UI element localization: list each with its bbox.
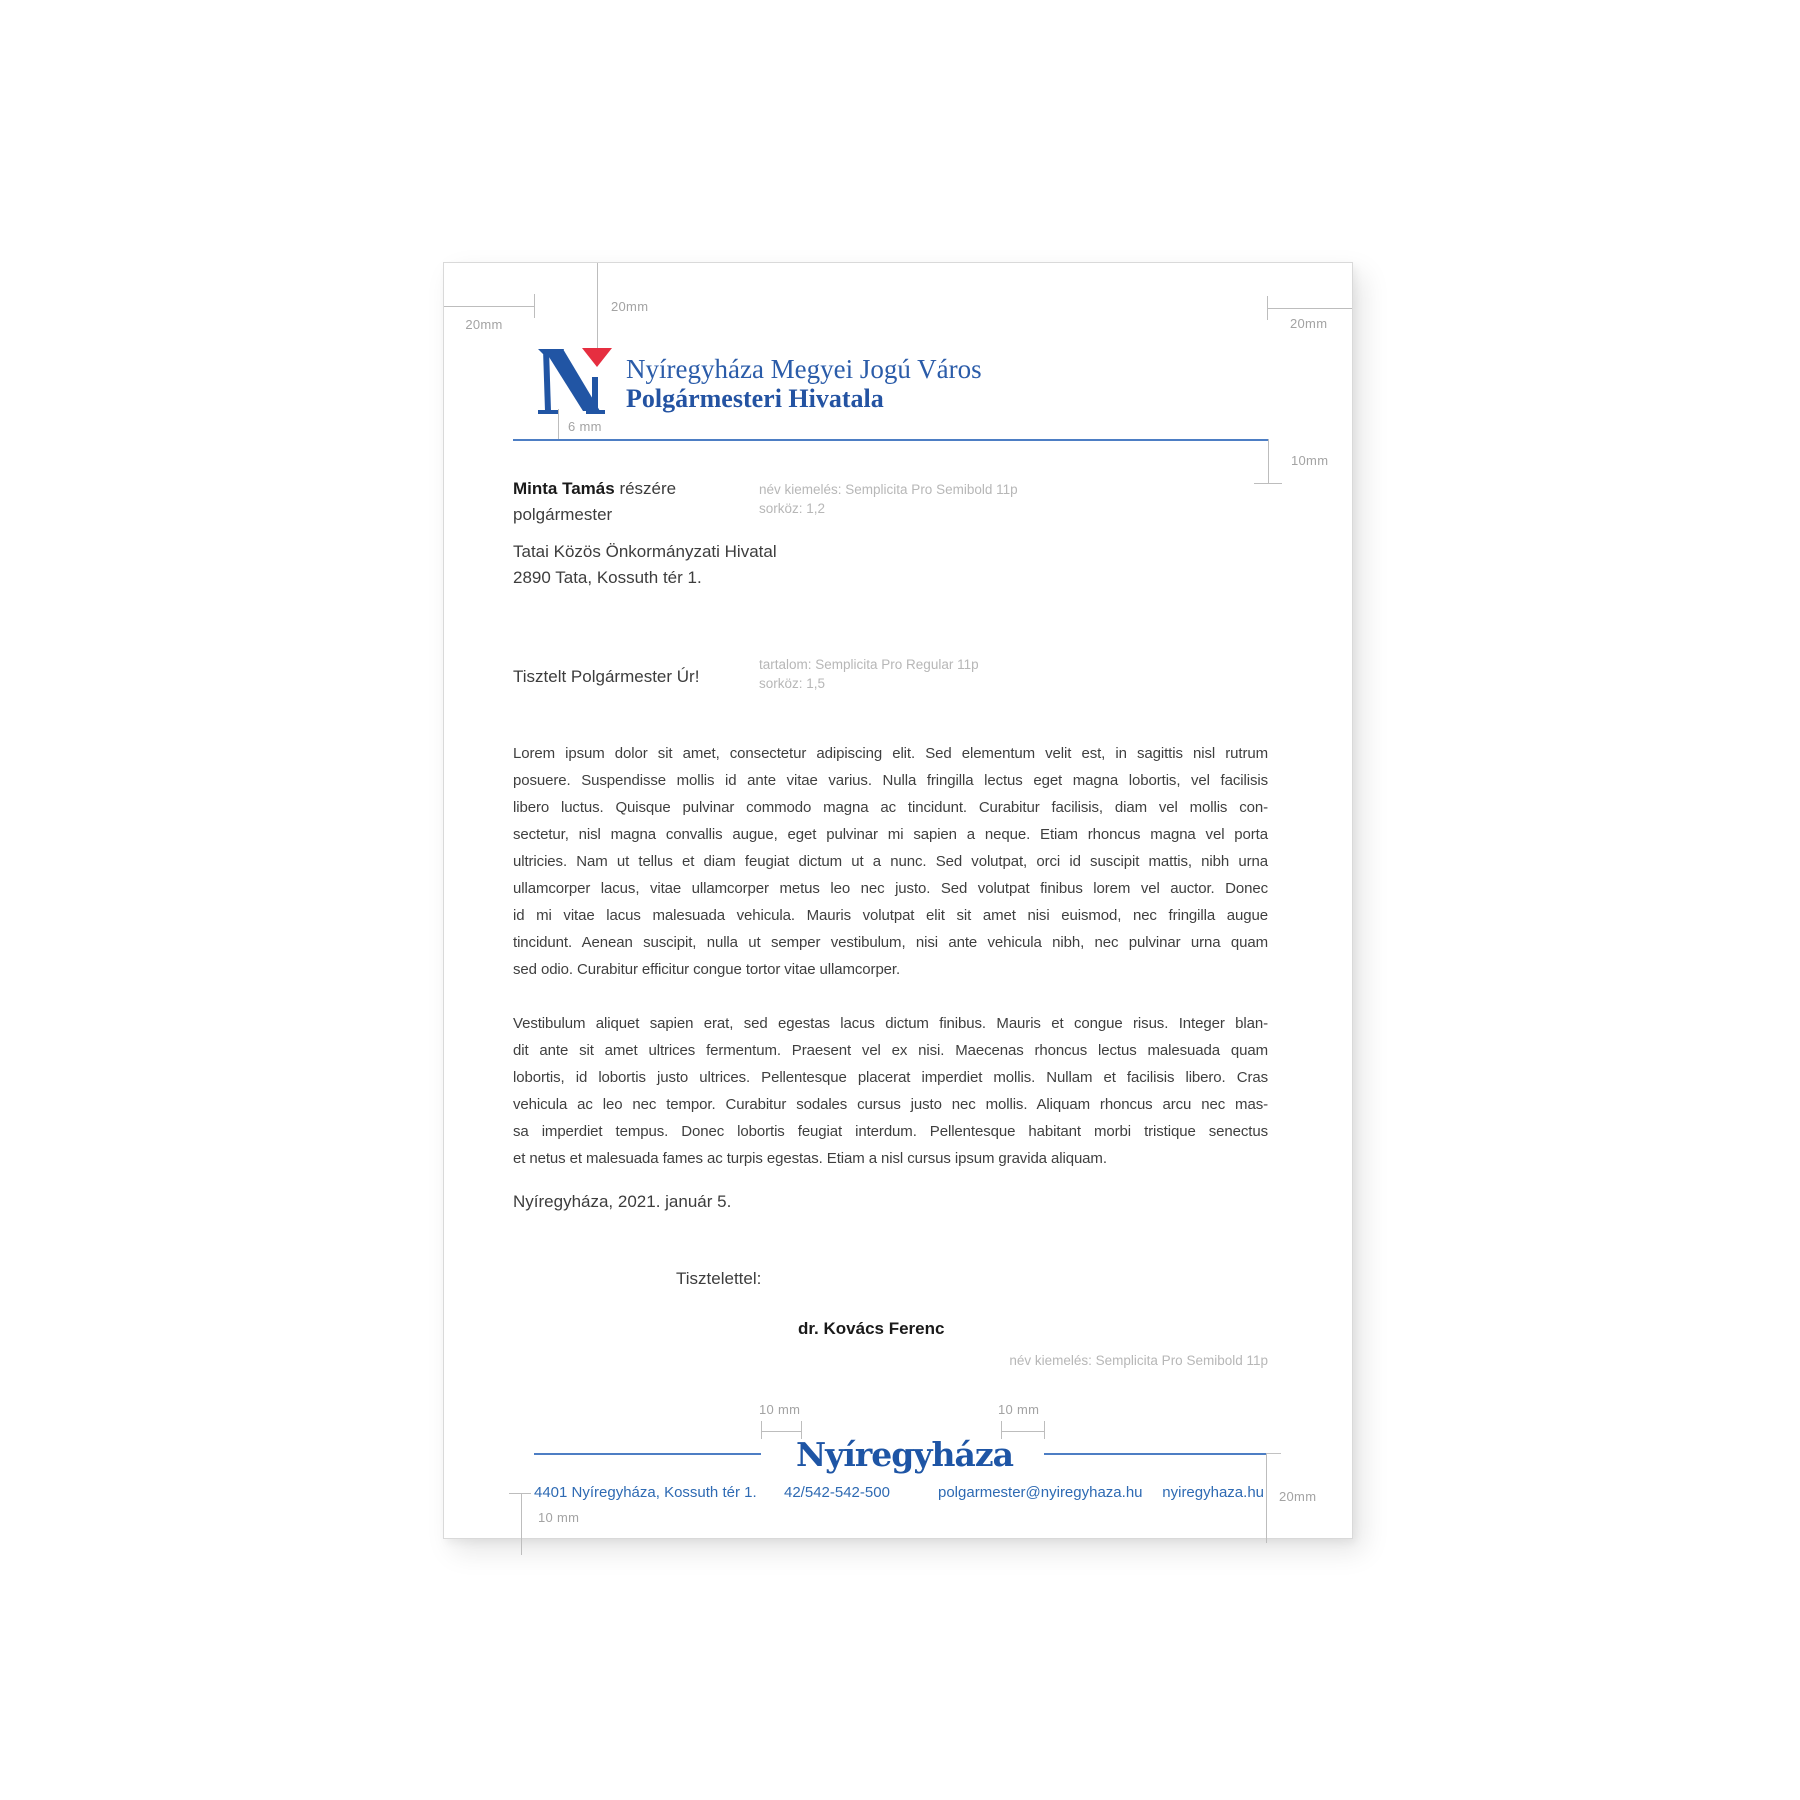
body-text-line: vehicula ac leo nec tempor. Curabitur sodales cursus justo nec mollis. Aliquam rhoncus arcu nec mas-	[513, 1096, 1268, 1113]
body-spec-note	[759, 655, 979, 693]
body-text-line: Vestibulum aliquet sapien erat, sed egestas lacus dictum finibus. Mauris et congue risus. Integer blan-	[513, 1015, 1268, 1032]
body-text-line: ullamcorper lacus, vitae ullamcorper metus leo nec justo. Sed volutpat finibus lorem vel auctor. Donec	[513, 880, 1268, 897]
guide-logo-gap-label: 6 mm	[568, 419, 602, 434]
body-text-line: sectetur, nisl magna convallis augue, eget pulvinar mi sapien a neque. Etiam rhoncus magna vel porta	[513, 826, 1268, 843]
guide-bottom-left-line	[521, 1493, 522, 1555]
letter-page	[443, 262, 1353, 1539]
guide-top-right-tick	[1267, 296, 1268, 320]
footer-rule-left	[534, 1453, 761, 1455]
body-text-line: et netus et malesuada fames ac turpis egestas. Etiam a nisl cursus ipsum gravida aliquam.	[513, 1150, 1107, 1167]
recipient-name-line	[513, 479, 676, 499]
recipient-org: Tatai Közös Önkormányzati Hivatal	[513, 542, 777, 561]
recipient-note-line1: név kiemelés: Semplicita Pro Semibold 11p	[759, 482, 1018, 497]
footer-rule-grey-extension	[1266, 1453, 1281, 1454]
guide-top-right-line	[1267, 308, 1352, 309]
signature-spec-note: név kiemelés: Semplicita Pro Semibold 11p	[1009, 1353, 1268, 1368]
body-text-line: id mi vitae lacus malesuada vehicula. Mauris volutpat elit sit amet nisi euismod, nec fringilla augue	[513, 907, 1268, 924]
guide-bottom-right-line	[1266, 1453, 1267, 1543]
guide-bottom-left-label: 10 mm	[538, 1510, 580, 1525]
footer-address: 4401 Nyíregyháza, Kossuth tér 1.	[534, 1484, 757, 1501]
recipient-address: 2890 Tata, Kossuth tér 1.	[513, 568, 702, 587]
guide-bottom-left-tick	[509, 1493, 531, 1494]
body-text-line: libero luctus. Quisque pulvinar commodo magna ac tincidunt. Curabitur facilisis, diam vel mollis con-	[513, 799, 1268, 816]
closing: Tisztelettel:	[676, 1269, 762, 1288]
recipient-role: polgármester	[513, 505, 613, 524]
body-text-line: sed odio. Curabitur efficitur congue tortor vitae ullamcorper.	[513, 961, 901, 978]
guide-top-left-tick	[534, 294, 535, 318]
footer-right-gap-tick-b	[1044, 1421, 1045, 1439]
guide-logo-gap-tick	[558, 409, 559, 439]
footer-website: nyiregyhaza.hu	[1162, 1484, 1264, 1501]
body-note-line1: tartalom: Semplicita Pro Regular 11p	[759, 657, 979, 672]
guide-header-gap-label: 10mm	[1291, 453, 1329, 468]
recipient-spec-note	[759, 480, 1018, 518]
body-text-line: Lorem ipsum dolor sit amet, consectetur adipiscing elit. Sed elementum velit est, in sagittis nisl rutrum	[513, 745, 1268, 762]
body-text-line: ultricies. Nam ut tellus et diam feugiat dictum ut a nunc. Sed volutpat, orci id suscipit mattis, nibh urna	[513, 853, 1268, 870]
body-text-line: posuere. Suspendisse mollis id ante vitae varius. Nulla fringilla lectus eget magna lobortis, vel facilisis	[513, 772, 1268, 789]
footer-right-gap-label: 10 mm	[998, 1402, 1040, 1417]
body-text-line: tincidunt. Aenean suscipit, nulla ut semper vestibulum, nisi ante vehicula nibh, nec pulvinar urna quam	[513, 934, 1268, 951]
guide-top-left-line	[444, 306, 534, 307]
letter-body	[513, 740, 1268, 1172]
dateline: Nyíregyháza, 2021. január 5.	[513, 1192, 732, 1211]
body-text-line: dit ante sit amet ultrices fermentum. Praesent vel ex nisi. Maecenas rhoncus lectus malesuada quam	[513, 1042, 1268, 1059]
org-name-line2: Polgármesteri Hivatala	[626, 384, 884, 413]
footer-left-gap-tick-a	[761, 1421, 762, 1439]
guide-top-right-label: 20mm	[1290, 316, 1328, 331]
footer-right-gap-line	[1001, 1431, 1044, 1432]
guide-top-left-label: 20mm	[465, 317, 503, 332]
footer-left-gap-line	[761, 1431, 801, 1432]
recipient-name-suffix: részére	[614, 479, 677, 498]
body-note-line2: sorköz: 1,5	[759, 676, 826, 691]
body-paragraph-2	[513, 1010, 1268, 1172]
body-text-line: sa imperdiet tempus. Donec lobortis feugiat interdum. Pellentesque habitant morbi tristique senectus	[513, 1123, 1268, 1140]
footer-city-wordmark: Nyíregyháza	[796, 1435, 1014, 1474]
recipient-note-line2: sorköz: 1,2	[759, 501, 826, 516]
footer-phone: 42/542-542-500	[784, 1484, 890, 1501]
footer-email: polgarmester@nyiregyhaza.hu	[938, 1484, 1143, 1501]
guide-bottom-right-label: 20mm	[1279, 1489, 1317, 1504]
footer-rule-right	[1044, 1453, 1266, 1455]
footer-left-gap-label: 10 mm	[759, 1402, 801, 1417]
guide-header-gap-tick	[1254, 483, 1282, 484]
header-org-name	[626, 355, 982, 413]
guide-top-label: 20mm	[611, 299, 649, 314]
guide-header-gap-line	[1268, 439, 1269, 484]
header-rule	[513, 439, 1269, 441]
salutation: Tisztelt Polgármester Úr!	[513, 667, 700, 686]
guide-top-vertical	[597, 263, 598, 349]
recipient-name: Minta Tamás	[513, 479, 615, 498]
org-name-line1: Nyíregyháza Megyei Jogú Város	[626, 354, 982, 384]
body-paragraph-1	[513, 740, 1268, 983]
city-logo-n-icon	[538, 348, 614, 415]
body-text-line: lobortis, id lobortis justo ultrices. Pellentesque placerat imperdiet mollis. Nullam et facilisis libero. Cras	[513, 1069, 1268, 1086]
signature-name: dr. Kovács Ferenc	[798, 1319, 945, 1338]
